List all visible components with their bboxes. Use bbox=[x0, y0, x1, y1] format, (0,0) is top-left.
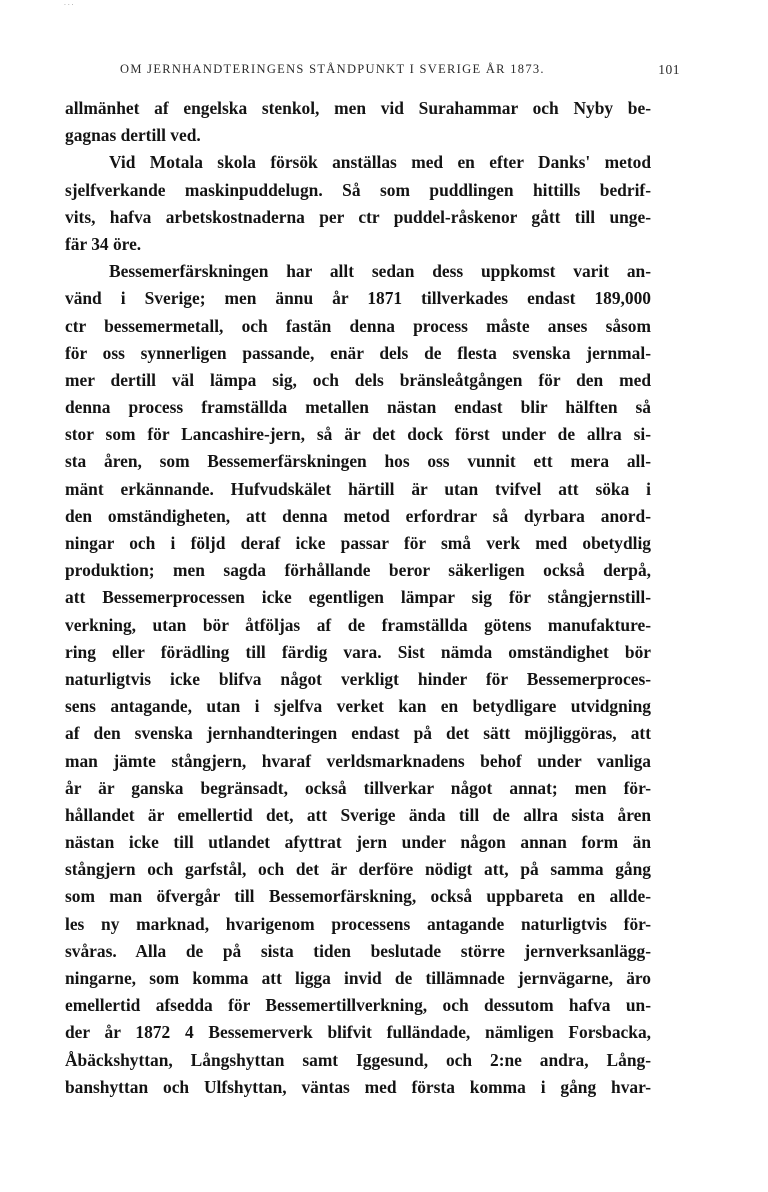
text-line: les ny marknad, hvarigenom processens antagande naturligtvis för- bbox=[65, 913, 651, 934]
text-line: som man öfvergår till Bessemorfärskning, också uppbareta en allde- bbox=[65, 886, 651, 907]
text-line: vänd i Sverige; men ännu år 1871 tillverkades endast 189,000 bbox=[65, 288, 651, 309]
text-line: år är ganska begränsadt, också tillverkar något annat; men för- bbox=[65, 777, 651, 798]
text-line: sta åren, som Bessemerfärskningen hos oss vunnit ett mera all- bbox=[65, 451, 651, 472]
running-title: OM JERNHANDTERINGENS STÅNDPUNKT I SVERIGE ÅR 1873. bbox=[120, 62, 545, 76]
text-line: mänt erkännande. Hufvudskälet härtill är utan tvifvel att söka i bbox=[65, 478, 651, 499]
page-number: 101 bbox=[658, 62, 680, 77]
text-line: emellertid afsedda för Bessemertillverkning, och dessutom hafva un- bbox=[65, 995, 651, 1016]
text-line: Bessemerfärskningen har allt sedan dess uppkomst varit an- bbox=[109, 261, 651, 282]
text-line: hållandet är emellertid det, att Sverige ända till de allra sista åren bbox=[65, 804, 651, 825]
text-line: stångjern och garfstål, och det är derföre nödigt att, på samma gång bbox=[65, 859, 651, 880]
text-line: ring eller förädling till färdig vara. Sist nämda omständighet bör bbox=[65, 641, 651, 662]
text-line: sjelfverkande maskinpuddelugn. Så som puddlingen hittills bedrif- bbox=[65, 179, 651, 200]
text-line: svåras. Alla de på sista tiden beslutade större jernverksanlägg- bbox=[65, 940, 651, 961]
text-line: vits, hafva arbetskostnaderna per ctr puddel-råskenor gått till unge- bbox=[65, 206, 651, 227]
text-line: ningar och i följd deraf icke passar för små verk med obetydlig bbox=[65, 533, 651, 553]
body-text bbox=[65, 95, 651, 1101]
text-line: der år 1872 4 Bessemerverk blifvit fulländade, nämligen Forsbacka, bbox=[65, 1022, 651, 1043]
text-line: produktion; men sagda förhållande beror säkerligen också derpå, bbox=[65, 560, 651, 581]
text-line: den omständigheten, att denna metod erfordrar så dyrbara anord- bbox=[65, 505, 651, 526]
text-line: nästan icke till utlandet afyttrat jern under någon annan form än bbox=[65, 832, 651, 853]
text-line: fär 34 öre. bbox=[65, 233, 142, 254]
text-line: för oss synnerligen passande, enär dels de flesta svenska jernmal- bbox=[65, 342, 651, 363]
text-line: banshyttan och Ulfshyttan, väntas med första komma i gång hvar- bbox=[65, 1076, 651, 1097]
running-header bbox=[120, 62, 680, 78]
text-line: denna process framställda metallen nästan endast blir hälften så bbox=[65, 397, 651, 418]
text-line: ctr bessemermetall, och fastän denna process måste anses såsom bbox=[65, 315, 651, 336]
top-edge-speck: · · · bbox=[64, 4, 74, 8]
text-line: gagnas dertill ved. bbox=[65, 125, 201, 146]
text-line: allmänhet af engelska stenkol, men vid Surahammar och Nyby be- bbox=[65, 98, 651, 118]
text-line: af den svenska jernhandteringen endast på det sätt möjliggöras, att bbox=[65, 723, 651, 744]
text-line: att Bessemerprocessen icke egentligen lämpar sig för stångjernstill- bbox=[65, 587, 651, 608]
text-line: verkning, utan bör åtföljas af de framställda götens manufakture- bbox=[65, 614, 651, 635]
text-line: stor som för Lancashire-jern, så är det dock först under de allra si- bbox=[65, 424, 651, 445]
text-line: Vid Motala skola försök anställas med en efter Danks' metod bbox=[109, 152, 651, 173]
text-line: sens antagande, utan i sjelfva verket kan en betydligare utvidgning bbox=[65, 696, 651, 717]
text-line: ningarne, som komma att ligga invid de tillämnade jernvägarne, äro bbox=[65, 968, 651, 988]
text-line: mer dertill väl lämpa sig, och dels bränsleåtgången för den med bbox=[65, 369, 651, 390]
text-line: naturligtvis icke blifva något verkligt hinder för Bessemerproces- bbox=[65, 668, 651, 689]
text-line: Åbäckshyttan, Långshyttan samt Iggesund, och 2:ne andra, Lång- bbox=[65, 1049, 651, 1070]
text-line: man jämte stångjern, hvaraf verldsmarknadens behof under vanliga bbox=[65, 750, 651, 771]
